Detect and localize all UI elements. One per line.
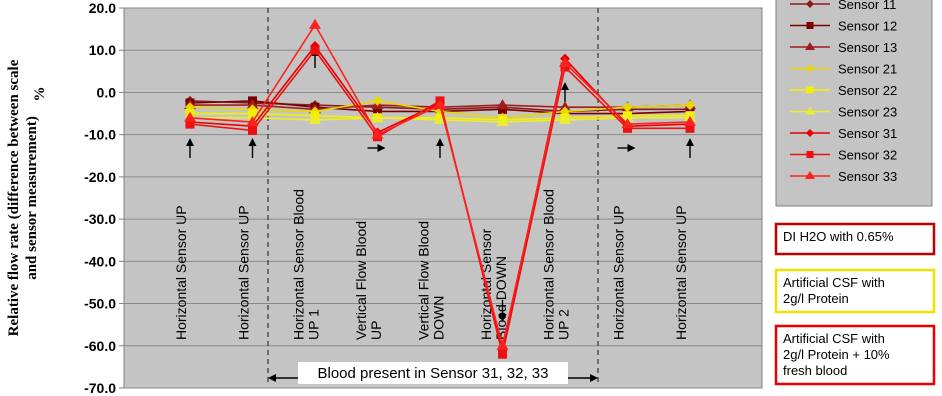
legend-marker — [807, 22, 814, 29]
condition-box-text: Artificial CSF with — [783, 275, 885, 290]
category-label: DOWN — [430, 295, 447, 340]
legend-label: Sensor 22 — [838, 83, 898, 98]
category-label: Horizontal Sensor UP — [173, 205, 189, 340]
category-label: Horizontal Sensor Blood — [540, 189, 557, 340]
legend-label: Sensor 23 — [838, 104, 898, 120]
category-label: Horizontal Sensor Blood — [290, 189, 307, 340]
category-label: Horizontal Sensor UP — [235, 205, 252, 340]
condition-box-text: 2g/l Protein + 10% — [783, 347, 890, 362]
category-label: UP 1 — [305, 309, 322, 340]
y-axis-label-line2: and sensor measurement) — [24, 116, 40, 280]
legend-label: Sensor 11 — [838, 0, 897, 12]
legend-label: Sensor 33 — [838, 169, 898, 184]
category-label: Horizontal Sensor UP — [673, 205, 689, 340]
condition-box — [776, 270, 934, 312]
legend-marker — [807, 151, 814, 158]
condition-box-text: Artificial CSF with — [783, 331, 885, 346]
legend-label: Sensor 31 — [838, 126, 898, 141]
condition-boxes — [776, 224, 934, 384]
data-point — [311, 46, 320, 55]
condition-box-text: fresh blood — [783, 363, 848, 378]
y-tick-label: -20.0 — [84, 168, 116, 185]
condition-box-text: 2g/l Protein — [783, 291, 849, 306]
category-label: Blood DOWN — [493, 255, 509, 340]
condition-box-text: DI H2O with 0.65% — [783, 229, 894, 244]
y-tick-label: -30.0 — [84, 211, 116, 228]
category-label: UP 2 — [555, 309, 572, 340]
y-tick-label: 20.0 — [88, 0, 116, 16]
blood-present-label: Blood present in Sensor 31, 32, 33 — [317, 365, 549, 382]
condition-box — [776, 224, 934, 254]
y-tick-label: -40.0 — [84, 253, 116, 270]
blood-present-annotation — [268, 362, 598, 384]
y-tick-label: -70.0 — [84, 380, 116, 396]
legend-label: Sensor 12 — [838, 18, 898, 34]
category-label: UP — [368, 320, 384, 340]
y-axis-label-line1: Relative flow rate (difference between scale — [6, 59, 22, 337]
category-label: Horizontal Sensor — [478, 228, 494, 340]
y-tick-label: -60.0 — [84, 337, 116, 354]
y-tick-label: -50.0 — [84, 295, 116, 312]
category-label: Horizontal Sensor UP — [610, 205, 627, 340]
legend-marker — [807, 87, 814, 94]
category-label: Vertical Flow Blood — [353, 220, 369, 340]
legend-label: Sensor 32 — [838, 147, 898, 163]
legend-label: Sensor 13 — [838, 40, 898, 55]
y-tick-label: 0.0 — [96, 84, 116, 101]
data-point — [248, 126, 257, 135]
y-tick-label: 10.0 — [88, 42, 116, 59]
y-tick-label: -10.0 — [84, 126, 116, 143]
condition-box — [776, 326, 934, 384]
category-label: Vertical Flow Blood — [415, 220, 432, 340]
legend-label: Sensor 21 — [838, 61, 898, 77]
legend — [776, 0, 932, 206]
data-point — [498, 350, 507, 359]
y-axis-label-unit: % — [32, 86, 48, 102]
